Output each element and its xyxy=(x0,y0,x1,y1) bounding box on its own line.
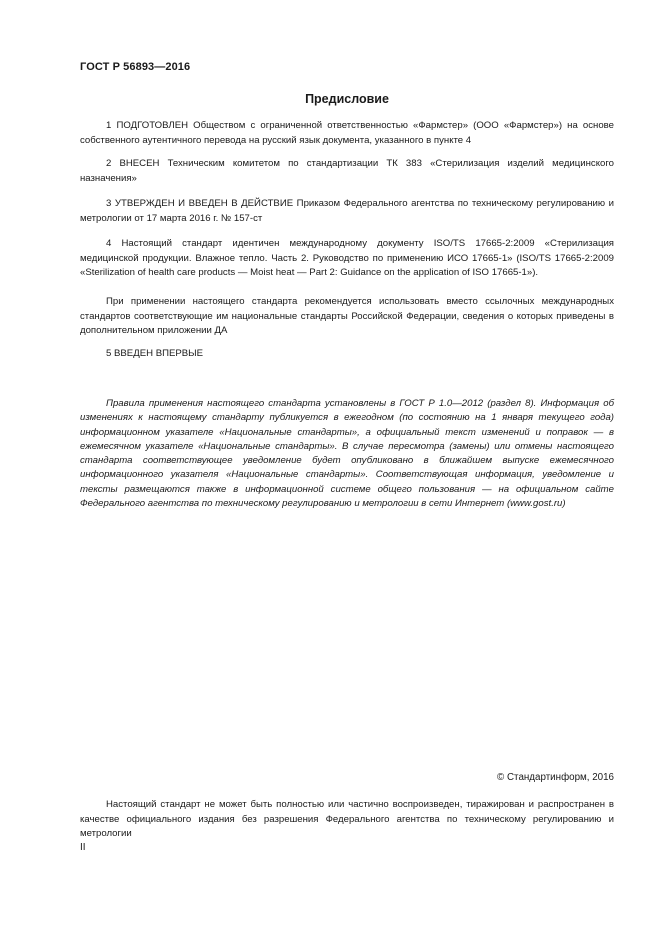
copyright: © Стандартинформ, 2016 xyxy=(497,772,614,783)
document-id-header: ГОСТ Р 56893—2016 xyxy=(80,61,191,73)
application-rules-notice: Правила применения настоящего стандарта установлены в ГОСТ Р 1.0—2012 (раздел 8). Информация об изменениях к настоящему стандарту публикуется в ежегодном (по состоянию на 1 января текущего года) информационном указателе «Национальные стандарты», а официальный текст изменений и поправок — в ежемесячном указателе «Национальные стандарты». В случае пересмотра (замены) или отмены настоящего стандарта соответствующее уведомление будет опубликовано в ближайшем выпуске ежемесячного информационного указателя «Национальные стандарты». Соответствующая информация, уведомление и тексты размещаются также в информационной системе общего пользования — на официальном сайте Федерального агентства по техническому регулированию и метрологии в сети Интернет (www.gost.ru) xyxy=(80,398,614,510)
item-3-approved: 3 УТВЕРЖДЕН И ВВЕДЕН В ДЕЙСТВИЕ Приказом Федерального агентства по техническому регулированию и метрологии от 17 марта 2016 г. № 157-ст xyxy=(80,198,614,224)
item-5-first-introduced: 5 ВВЕДЕН ВПЕРВЫЕ xyxy=(106,348,204,359)
item-4-identical: 4 Настоящий стандарт идентичен международному документу ISO/TS 17665-2:2009 «Стерилизация медицинской продукции. Влажное тепло. Часть 2. Руководство по применению ИСО 17665-1» (ISO/TS 17665-2:2009 «Sterilization of health care products — Moist heat — Part 2: Guidance on the application of ISO 17665-1»). xyxy=(80,238,614,278)
item-1-prepared: 1 ПОДГОТОВЛЕН Обществом с ограниченной ответственностью «Фармстер» (ООО «Фармстер») на основе собственного аутентичного перевода на русский язык документа, указанного в пункте 4 xyxy=(80,120,614,146)
page-title: Предисловие xyxy=(305,92,389,106)
item-2-introduced: 2 ВНЕСЕН Техническим комитетом по стандартизации ТК 383 «Стерилизация изделий медицинского назначения» xyxy=(80,158,614,184)
item-4-reference-note: При применении настоящего стандарта рекомендуется использовать вместо ссылочных международных стандартов соответствующие им национальные стандарты Российской Федерации, сведения о которых приведены в дополнительном приложении ДА xyxy=(80,296,614,336)
page-number: II xyxy=(80,842,86,853)
reproduction-notice: Настоящий стандарт не может быть полностью или частично воспроизведен, тиражирован и распространен в качестве официального издания без разрешения Федерального агентства по техническому регулированию и метрологии xyxy=(80,799,614,839)
